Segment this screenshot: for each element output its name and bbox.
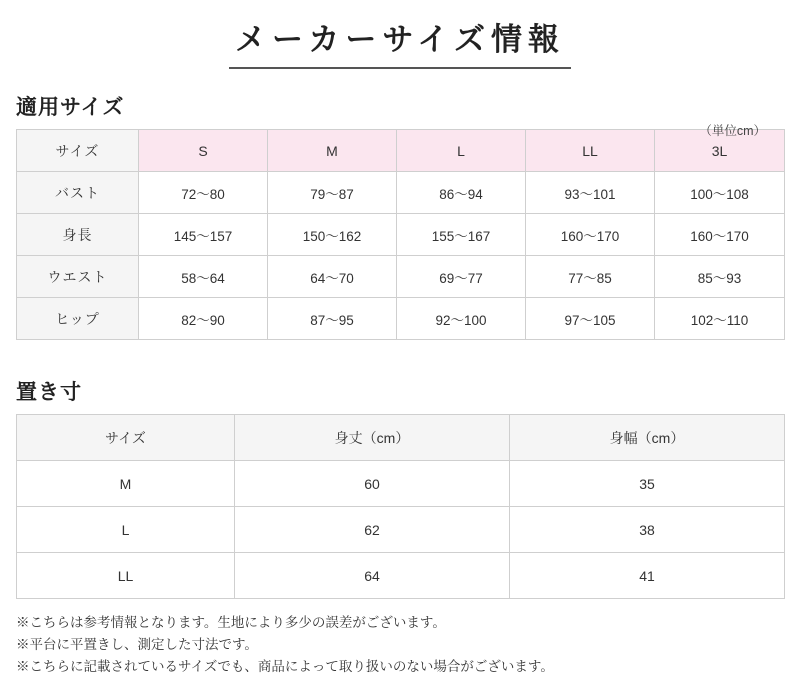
flat-measure-heading: 置き寸 bbox=[16, 381, 82, 404]
cell-length-ll: 64 bbox=[235, 553, 510, 599]
cell-width-m: 35 bbox=[510, 461, 785, 507]
column-header-m: M bbox=[268, 130, 397, 172]
notes-block bbox=[16, 612, 784, 678]
cell-width-ll: 41 bbox=[510, 553, 785, 599]
cell-bust-ll: 93〜101 bbox=[526, 172, 655, 214]
table-row bbox=[17, 172, 785, 214]
table-header-row bbox=[17, 415, 785, 461]
row-header-bust: バスト bbox=[17, 172, 139, 214]
column-header-size: サイズ bbox=[17, 415, 235, 461]
column-header-s: S bbox=[139, 130, 268, 172]
table-row bbox=[17, 553, 785, 599]
table-header-row bbox=[17, 130, 785, 172]
cell-bust-m: 79〜87 bbox=[268, 172, 397, 214]
page-title: メーカーサイズ情報 bbox=[229, 14, 571, 69]
cell-hip-ll: 97〜105 bbox=[526, 298, 655, 340]
cell-hip-3l: 102〜110 bbox=[655, 298, 785, 340]
row-header-hip: ヒップ bbox=[17, 298, 139, 340]
cell-bust-s: 72〜80 bbox=[139, 172, 268, 214]
unit-note: （単位cm） bbox=[699, 124, 766, 138]
cell-height-ll: 160〜170 bbox=[526, 214, 655, 256]
table-row bbox=[17, 298, 785, 340]
cell-hip-l: 92〜100 bbox=[397, 298, 526, 340]
cell-waist-m: 64〜70 bbox=[268, 256, 397, 298]
column-header-l: L bbox=[397, 130, 526, 172]
cell-height-m: 150〜162 bbox=[268, 214, 397, 256]
column-header-size: サイズ bbox=[17, 130, 139, 172]
table-row bbox=[17, 214, 785, 256]
cell-waist-3l: 85〜93 bbox=[655, 256, 785, 298]
column-header-width: 身幅（cm） bbox=[510, 415, 785, 461]
column-header-3l: 3L bbox=[655, 130, 785, 172]
cell-size-l: L bbox=[17, 507, 235, 553]
column-header-length: 身丈（cm） bbox=[235, 415, 510, 461]
row-header-height: 身長 bbox=[17, 214, 139, 256]
cell-waist-s: 58〜64 bbox=[139, 256, 268, 298]
cell-height-l: 155〜167 bbox=[397, 214, 526, 256]
column-header-ll: LL bbox=[526, 130, 655, 172]
table-row bbox=[17, 256, 785, 298]
cell-height-s: 145〜157 bbox=[139, 214, 268, 256]
applicable-size-table bbox=[16, 129, 785, 340]
cell-hip-m: 87〜95 bbox=[268, 298, 397, 340]
section-spacer bbox=[16, 340, 784, 354]
note-line-1: ※こちらは参考情報となります。生地により多少の誤差がございます。 bbox=[16, 615, 446, 630]
applicable-size-section bbox=[16, 91, 784, 138]
cell-bust-l: 86〜94 bbox=[397, 172, 526, 214]
flat-measure-table bbox=[16, 414, 785, 599]
cell-waist-ll: 77〜85 bbox=[526, 256, 655, 298]
page-title-wrap bbox=[16, 0, 784, 69]
table-row bbox=[17, 507, 785, 553]
cell-width-l: 38 bbox=[510, 507, 785, 553]
cell-size-ll: LL bbox=[17, 553, 235, 599]
note-line-3: ※こちらに記載されているサイズでも、商品によって取り扱いのない場合がございます。 bbox=[16, 658, 554, 674]
cell-bust-3l: 100〜108 bbox=[655, 172, 785, 214]
table-row bbox=[17, 461, 785, 507]
applicable-size-heading: 適用サイズ bbox=[16, 96, 125, 119]
note-line-2: ※平台に平置きし、測定した寸法です。 bbox=[16, 636, 258, 652]
cell-waist-l: 69〜77 bbox=[397, 256, 526, 298]
cell-height-3l: 160〜170 bbox=[655, 214, 785, 256]
row-header-waist: ウエスト bbox=[17, 256, 139, 298]
cell-hip-s: 82〜90 bbox=[139, 298, 268, 340]
cell-size-m: M bbox=[17, 461, 235, 507]
cell-length-l: 62 bbox=[235, 507, 510, 553]
cell-length-m: 60 bbox=[235, 461, 510, 507]
